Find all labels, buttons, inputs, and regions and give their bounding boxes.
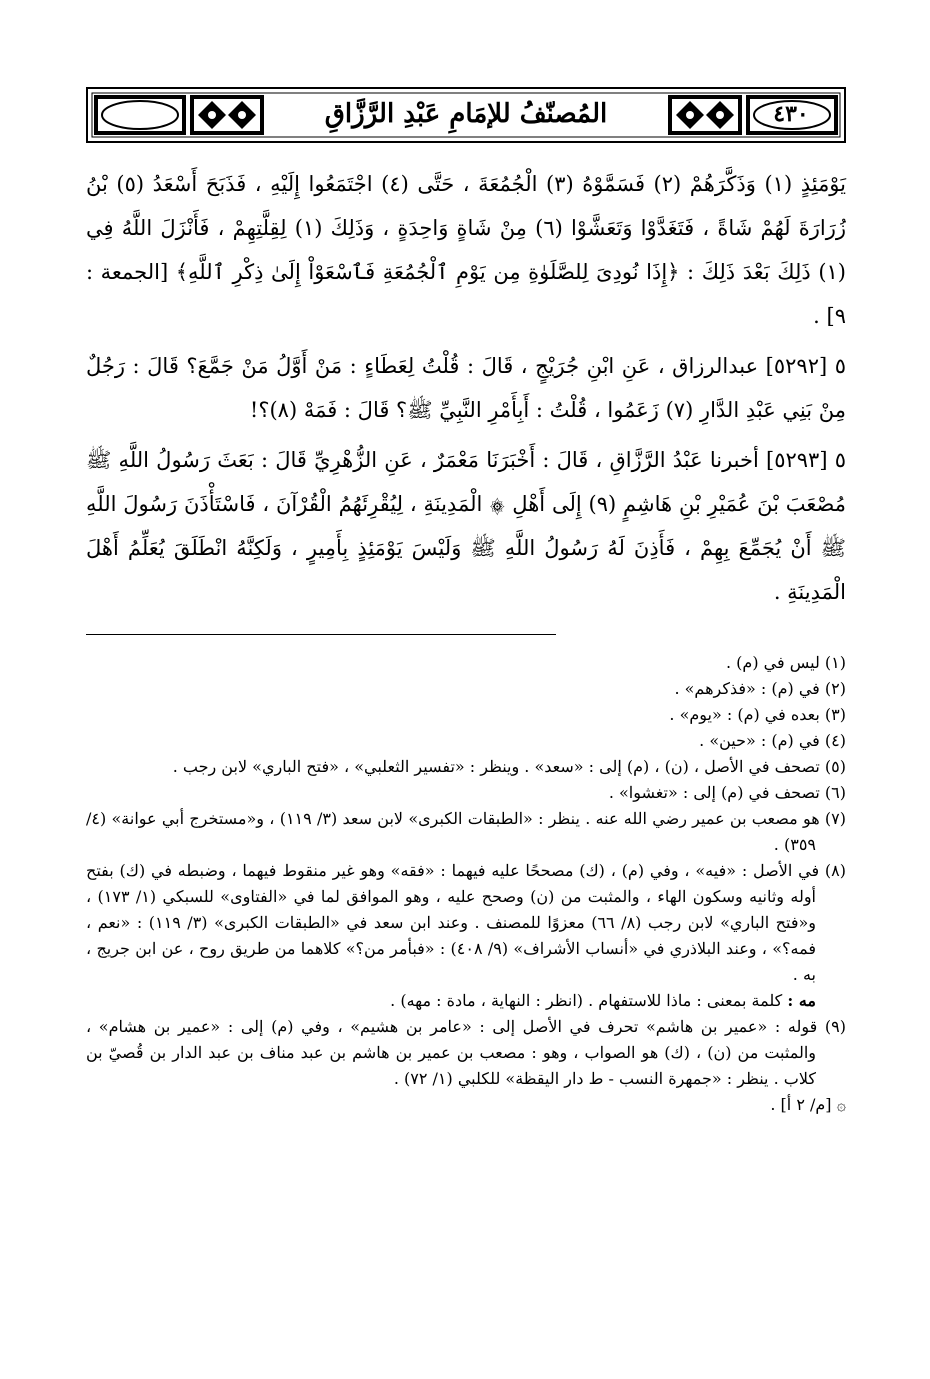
paragraph-continuation: يَوْمَئِذٍ (١) وَذَكَّرَهُمْ (٢) فَسَمَّوْهُ (٣) الْجُمُعَةَ ، حَتَّى (٤) اجْتَمَعُوا إِلَيْهِ ، فَذَبَحَ أَسْعَدُ (٥) بْنُ زُرَارَةَ لَهُمْ شَاةً ، فَتَغَدَّوْا وَتَعَشَّوْا (٦) مِنْ شَاةٍ وَاحِدَةٍ ، وَذَلِكَ (١) لِقِلَّتِهِمْ ، فَأَنْزَلَ اللَّهُ فِي (١) ذَلِكَ بَعْدَ ذَلِكَ : ﴿إِذَا نُودِىَ لِلصَّلَوٰةِ مِن يَوْمِ ٱلْجُمُعَةِ فَٱسْعَوْاْ إِلَىٰ ذِكْرِ ٱللَّهِ﴾ [الجمعة : ٩] . xyxy=(86,172,847,328)
hadith-5293: ٥ [٥٢٩٣] أخبرنا عَبْدُ الرَّزَّاقِ ، قَالَ : أَخْبَرَنَا مَعْمَرٌ ، عَنِ الزُّهْرِيِّ قَالَ : بَعَثَ رَسُولُ اللَّهِ ﷺ مُصْعَبَ بْنَ عُمَيْرِ بْنِ هَاشِمٍ (٩) إِلَى أَهْلِ ۞ الْمَدِينَةِ ، لِيُقْرِئَهُمُ الْقُرْآنَ ، فَاسْتَأْذَنَ رَسُولَ اللَّهِ ﷺ أَنْ يُجَمِّعَ بِهِمْ ، فَأَذِنَ لَهُ رَسُولُ اللَّهِ ﷺ وَلَيْسَ يَوْمَئِذٍ بِأَمِيرٍ ، وَلَكِنَّهُ انْطَلَقَ يُعَلِّمُ أَهْلَ الْمَدِينَةِ . xyxy=(86,448,846,604)
running-title: المُصنّفُ للإمَامِ عَبْدِ الرَّزَّاقِ xyxy=(324,99,608,129)
page-number: ٤٣٠ xyxy=(773,101,809,127)
footnotes xyxy=(86,650,846,1118)
footnote-separator xyxy=(86,634,556,635)
footnote-9: (٩) قوله : «عمير بن هاشم» تحرف في الأصل إلى : «عامر بن هشيم» ، وفي (م) إلى : «عمير بن هشام» ، والمثبت من (ن) ، (ك) هو الصواب ، وهو : مصعب بن عمير بن هاشم بن عبد مناف بن عبد الدار بن قُصيّ بن كلاب . ينظر : «جمهرة النسب - ط دار اليقظة» للكلبي (١/ ٧٢) . xyxy=(86,1017,846,1088)
footnote-6: (٦) تصحف في (م) إلى : «تغشوا» . xyxy=(608,783,846,802)
footnote-7: (٧) هو مصعب بن عمير رضي الله عنه . ينظر : «الطبقات الكبرى» لابن سعد (٣/ ١١٩) ، و«مستخرج أبي عوانة» (٤/ ٣٥٩) . xyxy=(86,809,847,854)
footnote-5: (٥) تصحف في الأصل ، (ن) ، (م) إلى : «سعد» . وينظر : «تفسير الثعلبي» ، «فتح الباري» لابن رجب . xyxy=(172,757,846,776)
footnote-1: (١) ليس في (م) . xyxy=(726,653,846,672)
book-logo xyxy=(102,96,182,132)
footnote-2: (٢) في (م) : «فذكرهم» . xyxy=(674,679,846,698)
footnote-8-gloss xyxy=(86,988,846,1014)
main-text xyxy=(86,162,846,614)
gloss-text: كلمة بمعنى : ماذا للاستفهام . (انظر : النهاية ، مادة : مهه) . xyxy=(390,991,783,1010)
page-header xyxy=(86,87,846,143)
footnote-8: (٨) في الأصل : «فيه» ، وفي (م) ، (ك) مصححًا عليه فيهما : «فقه» وهو غير منقوط فيهما ، وضبطه في (ك) بفتح أوله وثانيه وسكون الهاء ، والمثبت من (ن) وصحح عليه ، وهو الموافق لما في «الفتاوى» للسبكي (١/ ١٧٣) ، و«فتح الباري» لابن رجب (٨/ ٦٦) معزوًا للمصنف . وعند ابن سعد في «الطبقات الكبرى» (٣/ ١١٩) : «نعم ، فمه؟» ، وعند البلاذري في «أنساب الأشراف» (٩/ ٤٠٨) : «فبأمر من؟» كلاهما من طريق روح ، عن ابن جريج ، به . xyxy=(86,861,846,984)
gloss-term: مه : xyxy=(787,991,816,1010)
footnote-3: (٣) بعده في (م) : «يوم» . xyxy=(669,705,846,724)
folio-note: ۞ [م/ ٢ أ] . xyxy=(770,1095,846,1114)
hadith-5292: ٥ [٥٢٩٢] عبدالرزاق ، عَنِ ابْنِ جُرَيْجٍ ، قَالَ : قُلْتُ لِعَطَاءٍ : مَنْ أَوَّلُ مَنْ جَمَّعَ؟ قَالَ : رَجُلٌ مِنْ بَنِي عَبْدِ الدَّارِ (٧) زَعَمُوا ، قُلْتُ : أَبِأَمْرِ النَّبِيِّ ﷺ؟ قَالَ : فَمَهْ (٨)؟! xyxy=(86,354,846,422)
footnote-4: (٤) في (م) : «حين» . xyxy=(699,731,846,750)
